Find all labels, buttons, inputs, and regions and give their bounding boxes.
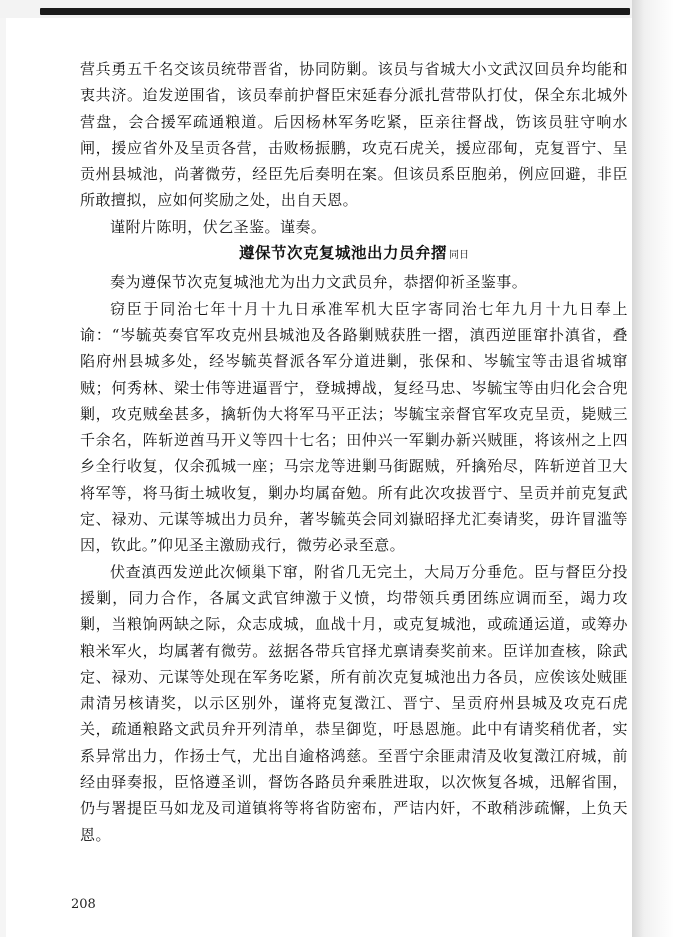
paragraph-4: 窃臣于同治七年十月十九日承准军机大臣字寄同治七年九月十九日奉上谕：“岑毓英奏官军攻克州县城池及各路剿贼获胜一摺，滇西逆匪窜扑滇省，叠陷府州县城多处，经岑毓英督派各军分道进剿，张保和、岑毓宝等击退省城窜贼；何秀林、梁士伟等进逼晋宁，登城搏战，复经马忠、岑毓宝等由归化会合兜剿，攻克贼垒甚多，擒斩伪大将军马平正法；岑毓宝亲督官军攻克呈贡，毙贼三千余名，阵斩逆酋马开义等四十七名；田仲兴一军剿办新兴贼匪，将该州之上四乡全行收复，仅余孤城一座；马宗龙等进剿马街踞贼，歼擒殆尽，阵斩逆首卫大将军等，将马街土城收复，剿办均属奋勉。所有此次攻拔晋宁、呈贡并前克复武定、禄劝、元谋等城出力员弁，著岑毓英会同刘嶽昭择尤汇奏请奖，毋许冒滥等因，钦此。”仰见圣主激励戎行，微劳必录至意。 xyxy=(80,299,628,555)
book-gutter-shadow xyxy=(632,0,674,937)
section-title: 遵保节次克复城池出力员弁摺 xyxy=(238,244,447,263)
page-left-edge xyxy=(0,0,6,937)
page-number: 208 xyxy=(71,897,96,912)
paragraph-1: 营兵勇五千名交该员统带晋省，协同防剿。该员与省城大小文武汉回员弁均能和衷共济。迨发逆围省，该员奉前护督臣宋延春分派扎营带队打仗，保全东北城外营盘，会合援军疏通粮道。后因杨林军务吃紧，臣亲往督战，饬该员驻守响水闸，援应省外及呈贡各营，击败杨振鹏，攻克石虎关，援应邵甸，克复晋宁、呈贡州县城池，尚著微劳，经臣先后奏明在案。但该员系臣胞弟，例应回避，非臣所敢擅拟，应如何奖励之处，出自天恩。 xyxy=(80,60,628,210)
scan-top-edge xyxy=(40,8,630,15)
paragraph-3: 奏为遵保节次克复城池尤为出力文武员弁，恭摺仰祈圣鉴事。 xyxy=(110,273,528,292)
paragraph-2: 谨附片陈明，伏乞圣鉴。谨奏。 xyxy=(110,217,327,236)
document-body xyxy=(80,56,628,848)
section-date-note: 同日 xyxy=(449,250,469,262)
section-heading xyxy=(80,240,628,269)
paragraph-5: 伏查滇西发逆此次倾巢下窜，附省几无完土，大局万分垂危。臣与督臣分投援剿，同力合作，各属文武官绅激于义愤，均带领兵勇团练应调而至，竭力攻剿，当粮饷两缺之际，众志成城，血战十月，或克复城池，或疏通运道，或筹办粮米军火，均属著有微劳。兹据各带兵官择尤禀请奏奖前来。臣详加查核，除武定、禄劝、元谋等处现在军务吃紧，所有前次克复城池出力各员，应俟该处贼匪肃清另核请奖，以示区别外，谨将克复澂江、晋宁、呈贡府州县城及攻克石虎关，疏通粮路文武员弁开列清单，恭呈御览，吁恳恩施。此中有请奖稍优者，实系异常出力，作扬士气，尤出自逾格鸿慈。至晋宁余匪肃清及收复澂江府城，前经由驿奏报，臣恪遵圣训，督饬各路员弁乘胜进取，以次恢复各城，迅解省围，仍与署提臣马如龙及司道镇将等将省防密布，严诘内奸，不敢稍涉疏懈，上负天恩。 xyxy=(80,562,628,844)
